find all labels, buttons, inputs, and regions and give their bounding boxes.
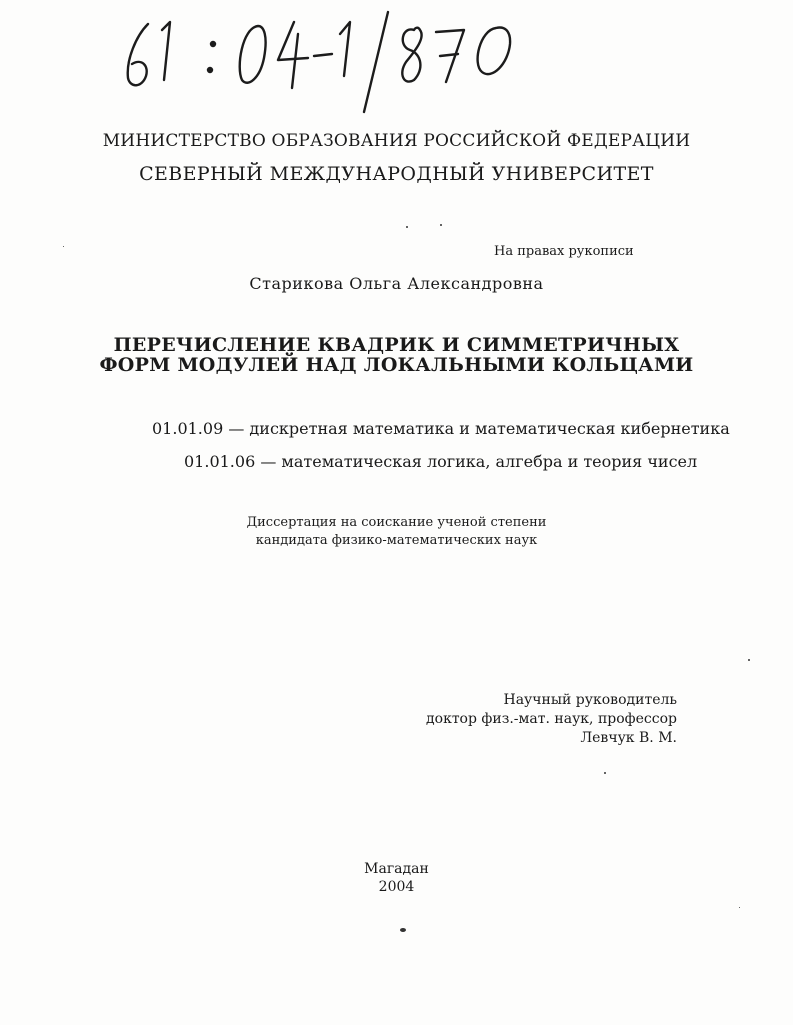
author-name: Старикова Ольга Александровна (249, 274, 544, 293)
scan-speck (604, 772, 606, 774)
city: Магадан (364, 861, 429, 877)
thesis-title (0, 335, 793, 375)
dissertation-note-line-1: Диссертация на соискание ученой степени (246, 515, 547, 530)
specialty-line-1: 01.01.09 — дискретная математика и математическая кибернетика (152, 419, 730, 438)
rights-note: На правах рукописи (494, 244, 634, 259)
scan-speck (440, 224, 442, 226)
scan-speck (739, 907, 740, 908)
scan-speck (406, 226, 408, 228)
ministry-heading: МИНИСТЕРСТВО ОБРАЗОВАНИЯ РОССИЙСКОЙ ФЕДЕРАЦИИ (102, 131, 691, 151)
scan-speck (400, 928, 406, 932)
advisor-degree: доктор физ.-мат. наук, профессор (426, 711, 677, 727)
scan-speck (63, 246, 64, 247)
scan-speck (748, 659, 750, 661)
university-heading: СЕВЕРНЫЙ МЕЖДУНАРОДНЫЙ УНИВЕРСИТЕТ (139, 163, 654, 185)
year: 2004 (378, 879, 415, 895)
specialty-line-2: 01.01.06 — математическая логика, алгебра и теория чисел (184, 452, 698, 471)
thesis-title-line-2: ФОРМ МОДУЛЕЙ НАД ЛОКАЛЬНЫМИ КОЛЬЦАМИ (99, 354, 694, 376)
handwritten-archive-number (118, 8, 528, 116)
thesis-title-line-1: ПЕРЕЧИСЛЕНИЕ КВАДРИК И СИММЕТРИЧНЫХ (113, 334, 680, 356)
advisor-role: Научный руководитель (503, 692, 677, 708)
advisor-name: Левчук В. М. (580, 730, 677, 746)
place-and-year (0, 860, 793, 896)
dissertation-note (0, 514, 793, 550)
dissertation-note-line-2: кандидата физико-математических наук (255, 533, 538, 548)
scientific-advisor (426, 691, 677, 748)
